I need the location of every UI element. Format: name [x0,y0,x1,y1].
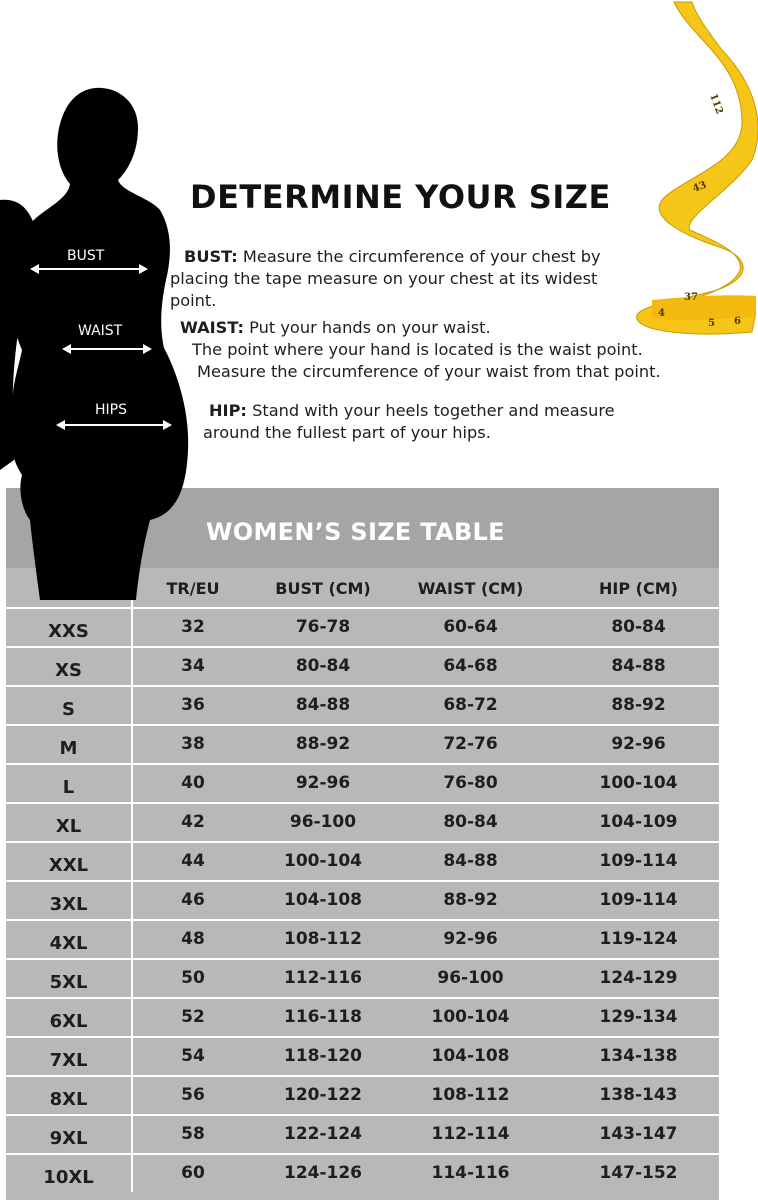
hip-cell: 104-109 [599,812,678,832]
bust-figure-label: BUST [67,248,105,264]
hip-cell: 80-84 [611,617,666,637]
bust-cell: 120-122 [283,1085,363,1105]
size-cell: 9XL [6,1116,133,1153]
waist-label: WAIST: [180,318,244,337]
tape-number: 6 [734,316,741,327]
size-cell: 10XL [6,1155,133,1192]
size-cell: XXL [6,843,133,880]
bust-cell: 124-126 [283,1163,363,1183]
hip-cell: 129-134 [599,1007,678,1027]
bust-cell: 104-108 [283,890,363,910]
size-cell: 5XL [6,960,133,997]
hip-cell: 124-129 [599,968,678,988]
table-row [6,997,719,1036]
table-row [6,1075,719,1114]
bust-cell: 84-88 [295,695,351,715]
table-row [6,1036,719,1075]
table-row [6,763,719,802]
bust-cell: 100-104 [283,851,363,871]
bust-cell: 118-120 [283,1046,363,1066]
waist-cell: 76-80 [443,773,498,793]
size-cell: S [6,687,133,724]
waist-cell: 88-92 [443,890,498,910]
tr-eu-cell: 36 [181,695,205,715]
bust-text-line-3: point. [170,291,217,310]
size-cell: 4XL [6,921,133,958]
bust-cell: 112-116 [283,968,363,988]
tr-eu-cell: 34 [181,656,205,676]
size-cell: 8XL [6,1077,133,1114]
size-table-grid [6,570,719,1192]
size-cell: 3XL [6,882,133,919]
waist-arrow-icon [62,342,152,356]
size-cell: 7XL [6,1038,133,1075]
tape-number: 4 [658,308,665,319]
waist-cell: 64-68 [443,656,498,676]
waist-text-line-1: Put your hands on your waist. [243,318,491,337]
waist-cell: 100-104 [431,1007,510,1027]
hip-cell: 119-124 [599,929,678,949]
waist-cell: 96-100 [437,968,504,988]
hip-cell: 138-143 [599,1085,678,1105]
measuring-tape-image [622,0,758,345]
hip-cell: 92-96 [611,734,666,754]
hip-cell: 147-152 [599,1163,678,1183]
bust-cell: 96-100 [289,812,357,832]
tape-number: 112 [707,92,725,116]
waist-cell: 92-96 [443,929,498,949]
table-row [6,607,719,646]
tr-eu-cell: 56 [181,1085,205,1105]
size-cell: L [6,765,133,802]
tr-eu-cell: 50 [181,968,205,988]
bust-cell: 80-84 [295,656,351,676]
waist-cell: 68-72 [443,695,498,715]
bust-label: BUST: [184,247,238,266]
waist-cell: 60-64 [443,617,498,637]
tr-eu-cell: 32 [181,617,205,637]
bust-instructions [170,246,601,312]
size-cell: M [6,726,133,763]
bust-text-line-1: Measure the circumference of your chest by [237,247,601,266]
guide-title: DETERMINE YOUR SIZE [190,178,611,216]
waist-cell: 80-84 [443,812,498,832]
table-row [6,1153,719,1192]
table-row [6,724,719,763]
tape-number: 43 [691,179,709,195]
waist-cell: 84-88 [443,851,498,871]
hip-cell: 134-138 [599,1046,678,1066]
table-row [6,802,719,841]
hip-cell: 143-147 [599,1124,678,1144]
column-header-tr-eu: TR/EU [166,579,220,598]
waist-text-line-3: Measure the circumference of your waist from that point. [197,362,661,381]
bust-text-line-2: placing the tape measure on your chest at its widest [170,269,598,288]
bust-cell: 116-118 [283,1007,363,1027]
tr-eu-cell: 48 [181,929,205,949]
tr-eu-cell: 54 [181,1046,205,1066]
waist-cell: 72-76 [443,734,498,754]
size-cell: 6XL [6,999,133,1036]
column-header-hip: HIP (CM) [599,579,678,598]
hip-cell: 88-92 [611,695,666,715]
size-cell: XXS [6,609,133,646]
table-row [6,841,719,880]
bust-arrow-icon [30,262,148,276]
bust-cell: 122-124 [283,1124,363,1144]
bust-cell: 92-96 [295,773,351,793]
waist-cell: 108-112 [431,1085,510,1105]
table-row [6,646,719,685]
hip-text-line-2: around the fullest part of your hips. [203,423,491,442]
bust-cell: 88-92 [295,734,351,754]
waist-figure-label: WAIST [78,323,123,339]
waist-cell: 104-108 [431,1046,510,1066]
tape-number: 37 [684,292,698,303]
woman-silhouette-image [0,80,200,600]
waist-text-line-2: The point where your hand is located is the waist point. [192,340,643,359]
tr-eu-cell: 42 [181,812,205,832]
tr-eu-cell: 40 [181,773,205,793]
table-row [6,685,719,724]
waist-cell: 112-114 [431,1124,510,1144]
hip-cell: 84-88 [611,656,666,676]
column-header-waist: WAIST (CM) [417,579,524,598]
tr-eu-cell: 52 [181,1007,205,1027]
table-row [6,958,719,997]
size-table-title: WOMEN’S SIZE TABLE [206,518,505,546]
hip-cell: 100-104 [599,773,678,793]
size-cell: XL [6,804,133,841]
column-header-bust: BUST (CM) [275,579,371,598]
table-row [6,919,719,958]
tr-eu-cell: 58 [181,1124,205,1144]
table-row [6,880,719,919]
tr-eu-cell: 46 [181,890,205,910]
table-row [6,1114,719,1153]
hip-cell: 109-114 [599,890,678,910]
hips-arrow-icon [56,418,172,432]
bust-cell: 108-112 [283,929,363,949]
waist-instructions [180,317,661,383]
hip-instructions [203,400,615,444]
hip-text-line-1: Stand with your heels together and measure [246,401,615,420]
hip-label: HIP: [209,401,247,420]
bust-cell: 76-78 [295,617,351,637]
tape-number: 5 [708,318,715,329]
waist-cell: 114-116 [431,1163,510,1183]
tr-eu-cell: 38 [181,734,205,754]
hip-cell: 109-114 [599,851,678,871]
size-cell: XS [6,648,133,685]
tr-eu-cell: 44 [181,851,205,871]
tr-eu-cell: 60 [181,1163,205,1183]
hips-figure-label: HIPS [95,402,127,418]
